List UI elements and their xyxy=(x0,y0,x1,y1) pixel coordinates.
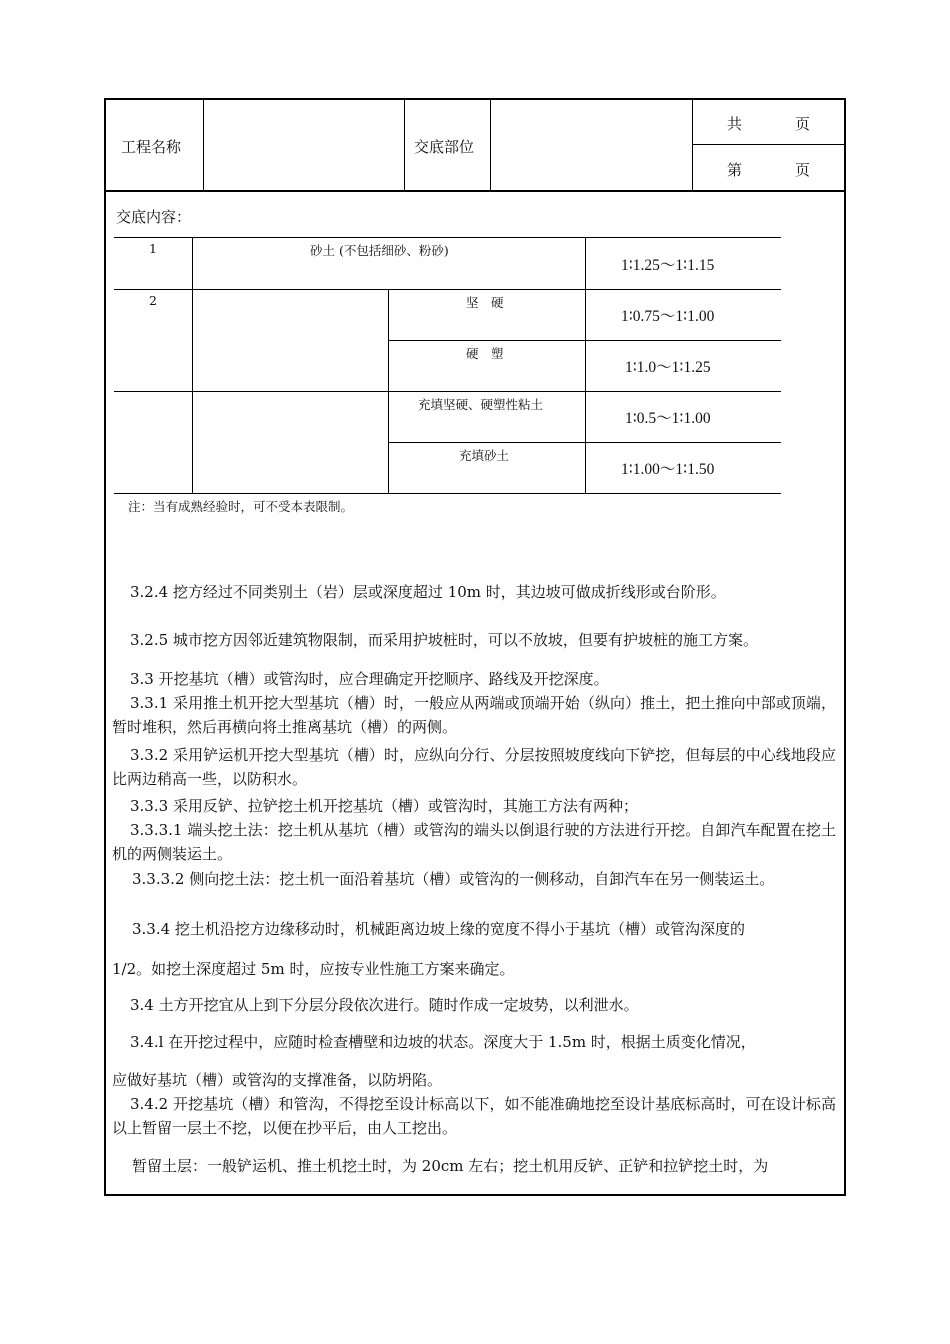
paragraph: 3.3.1 采用推土机开挖大型基坑（槽）时，一般应从两端或顶端开始（纵向）推土，把土推向中部或顶端，暂时堆积，然后再横向将土推离基坑（槽）的两侧。 xyxy=(112,694,836,736)
total-pages-unit: 页 xyxy=(795,115,811,133)
table-note: 注：当有成熟经验时，可不受本表限制。 xyxy=(128,499,354,514)
paragraph: 3.3.3.1 端头挖土法：挖土机从基坑（槽）或管沟的端头以倒退行驶的方法进行开挖。自卸汽车配置在挖土机的两侧装运土。 xyxy=(112,821,836,863)
header-divider xyxy=(203,98,204,191)
paragraph: 3.2.4 挖方经过不同类别土（岩）层或深度超过 10m 时，其边坡可做成折线形或台阶形。 xyxy=(130,583,726,601)
project-name-label: 工程名称 xyxy=(121,138,182,156)
total-pages-label: 共 xyxy=(727,115,743,133)
table-cell-no: 1 xyxy=(149,241,157,256)
paragraph: 3.3.4 挖土机沿挖方边缘移动时，机械距离边坡上缘的宽度不得小于基坑（槽）或管沟深度的 xyxy=(132,920,745,938)
table-cell-soil: 充填坚硬、硬塑性粘土 xyxy=(418,397,544,412)
paragraph: 3.3.2 采用铲运机开挖大型基坑（槽）时，应纵向分行、分层按照坡度线向下铲挖，但每层的中心线地段应比两边稍高一些，以防积水。 xyxy=(112,746,836,788)
table-line xyxy=(114,289,781,290)
paragraph: 3.2.5 城市挖方因邻近建筑物限制，而采用护坡桩时，可以不放坡，但要有护坡桩的施工方案。 xyxy=(130,631,758,649)
table-line xyxy=(585,237,586,493)
table-cell-slope: 1∶1.25～1∶1.15 xyxy=(621,257,715,274)
content-label: 交底内容： xyxy=(116,208,192,226)
table-line xyxy=(114,493,781,494)
paragraph: 应做好基坑（槽）或管沟的支撑准备，以防坍陷。 xyxy=(112,1071,443,1089)
table-line xyxy=(114,237,781,238)
paragraph: 3.3.3.2 侧向挖土法：挖土机一面沿着基坑（槽）或管沟的一侧移动，自卸汽车在另一侧装运土。 xyxy=(132,870,775,888)
paragraph: 3.4 土方开挖宜从上到下分层分段依次进行。随时作成一定坡势，以利泄水。 xyxy=(130,996,639,1014)
table-cell-slope: 1∶1.0～1∶1.25 xyxy=(625,359,711,376)
table-cell-slope: 1∶1.00～1∶1.50 xyxy=(621,461,715,478)
header-divider xyxy=(404,98,405,191)
paragraph: 3.4.l 在开挖过程中，应随时检查槽壁和边坡的状态。深度大于 1.5m 时，根据土质变化情况， xyxy=(130,1033,756,1051)
table-line xyxy=(388,289,389,493)
table-cell-soil: 砂土 (不包括细砂、粉砂) xyxy=(310,243,449,258)
table-cell-soil: 坚 硬 xyxy=(466,295,504,310)
paragraph: 暂留土层：一般铲运机、推土机挖土时，为 20cm 左右；挖土机用反铲、正铲和拉铲挖土时，为 xyxy=(132,1157,769,1175)
paragraph: 3.3.3 采用反铲、拉铲挖土机开挖基坑（槽）或管沟时，其施工方法有两种； xyxy=(130,797,638,815)
table-line xyxy=(192,237,193,493)
table-cell-slope: 1∶0.75～1∶1.00 xyxy=(621,308,715,325)
page-no-label: 第 xyxy=(727,161,743,179)
header-divider xyxy=(490,98,491,191)
table-cell-no: 2 xyxy=(149,293,157,308)
table-cell-slope: 1∶0.5～1∶1.00 xyxy=(625,410,711,427)
table-cell-soil: 充填砂土 xyxy=(459,448,510,463)
header-page-divider xyxy=(692,144,845,145)
header-bottom-line xyxy=(104,190,846,192)
paragraph: 1/2。如挖土深度超过 5m 时，应按专业性施工方案来确定。 xyxy=(112,960,515,978)
page-no-unit: 页 xyxy=(795,161,811,179)
handover-location-label: 交底部位 xyxy=(414,138,475,156)
table-line xyxy=(114,391,781,392)
table-cell-soil: 硬 塑 xyxy=(466,346,504,361)
paragraph: 3.4.2 开挖基坑（槽）和管沟，不得挖至设计标高以下，如不能准确地挖至设计基底标高时，可在设计标高以上暂留一层土不挖，以便在抄平后，由人工挖出。 xyxy=(112,1095,836,1137)
paragraph: 3.3 开挖基坑（槽）或管沟时，应合理确定开挖顺序、路线及开挖深度。 xyxy=(130,670,609,688)
